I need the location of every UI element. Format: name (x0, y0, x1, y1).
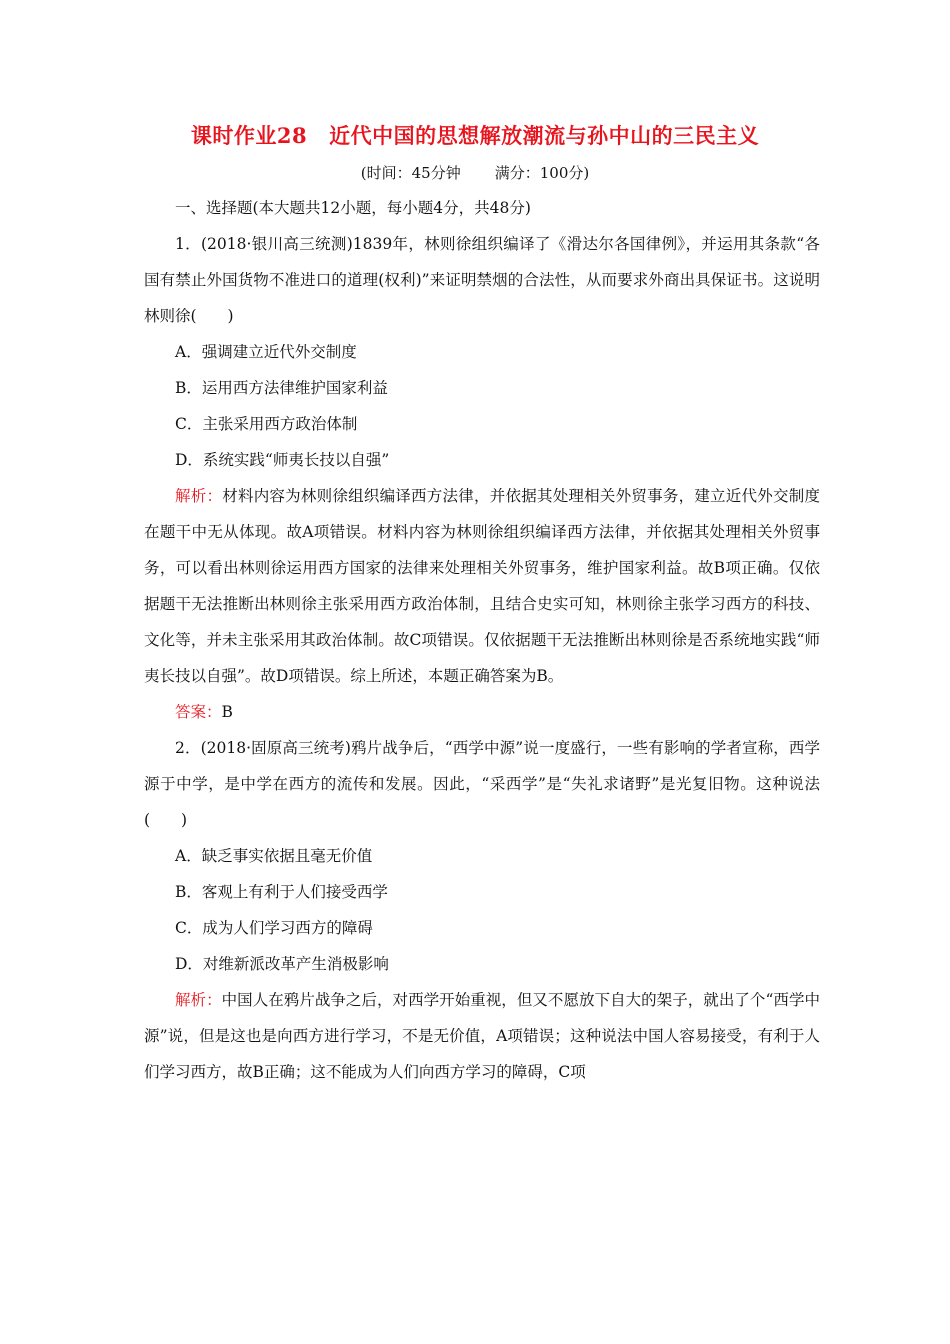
question-1-analysis (144, 478, 820, 694)
question-2-stem: 2．(2018·固原高三统考)鸦片战争后，“西学中源”说一度盛行，一些有影响的学者宣称，西学源于中学，是中学在西方的流传和发展。因此，“采西学”是“失礼求诸野”是光复旧物。这种说法( ) (144, 739, 820, 829)
section-heading: 一、选择题(本大题共12小题，每小题4分，共48分) (175, 199, 531, 217)
answer-label: 答案： (175, 703, 222, 721)
question-1-analysis-text: 材料内容为林则徐组织编译西方法律，并依据其处理相关外贸事务，建立近代外交制度在题干中无从体现。故A项错误。材料内容为林则徐组织编译西方法律，并依据其处理相关外贸事务，可以看出林则徐运用西方国家的法律来处理相关外贸事务，维护国家利益。故B项正确。仅依据题干无法推断出林则徐主张采用西方政治体制，且结合史实可知，林则徐主张学习西方的科技、文化等，并未主张采用其政治体制。故C项错误。仅依据题干无法推断出林则徐是否系统地实践“师夷长技以自强”。故D项错误。综上所述，本题正确答案为B。 (144, 487, 820, 685)
question-2-analysis-text: 中国人在鸦片战争之后，对西学开始重视，但又不愿放下自大的架子，就出了个“西学中源”说，但是这也是向西方进行学习，不是无价值，A项错误；这种说法中国人容易接受，有利于人们学习西方，故B正确；这不能成为人们向西方学习的障碍，C项 (144, 991, 820, 1081)
question-2-option-c: C．成为人们学习西方的障碍 (175, 919, 373, 937)
title-assignment-number: 课时作业28 (190, 123, 308, 148)
question-1 (144, 226, 820, 730)
analysis-label: 解析： (175, 991, 222, 1009)
question-2 (144, 730, 820, 1090)
question-2-option-b: B．客观上有利于人们接受西学 (175, 883, 388, 901)
time-limit: (时间：45分钟 (360, 164, 461, 182)
total-score: 满分：100分) (494, 164, 590, 182)
question-2-option-d: D．对维新派改革产生消极影响 (175, 955, 389, 973)
question-1-answer (144, 694, 820, 730)
question-1-answer-value: B (221, 703, 233, 721)
question-1-option-b: B．运用西方法律维护国家利益 (175, 379, 388, 397)
document-body (144, 190, 820, 1090)
question-2-option-a: A．缺乏事实依据且毫无价值 (175, 847, 373, 865)
question-1-option-d: D．系统实践“师夷长技以自强” (175, 451, 390, 469)
analysis-label: 解析： (175, 487, 223, 505)
question-1-stem: 1．(2018·银川高三统测)1839年，林则徐组织编译了《滑达尔各国律例》，并运用其条款“各国有禁止外国货物不准进口的道理(权利)”来证明禁烟的合法性，从而要求外商出具保证书。这说明林则徐( ) (144, 235, 820, 325)
question-2-analysis (144, 982, 820, 1090)
page-title (0, 120, 950, 150)
exam-info (0, 162, 950, 183)
question-1-option-c: C．主张采用西方政治体制 (175, 415, 358, 433)
title-topic: 近代中国的思想解放潮流与孙中山的三民主义 (329, 123, 760, 148)
question-1-option-a: A．强调建立近代外交制度 (175, 343, 357, 361)
